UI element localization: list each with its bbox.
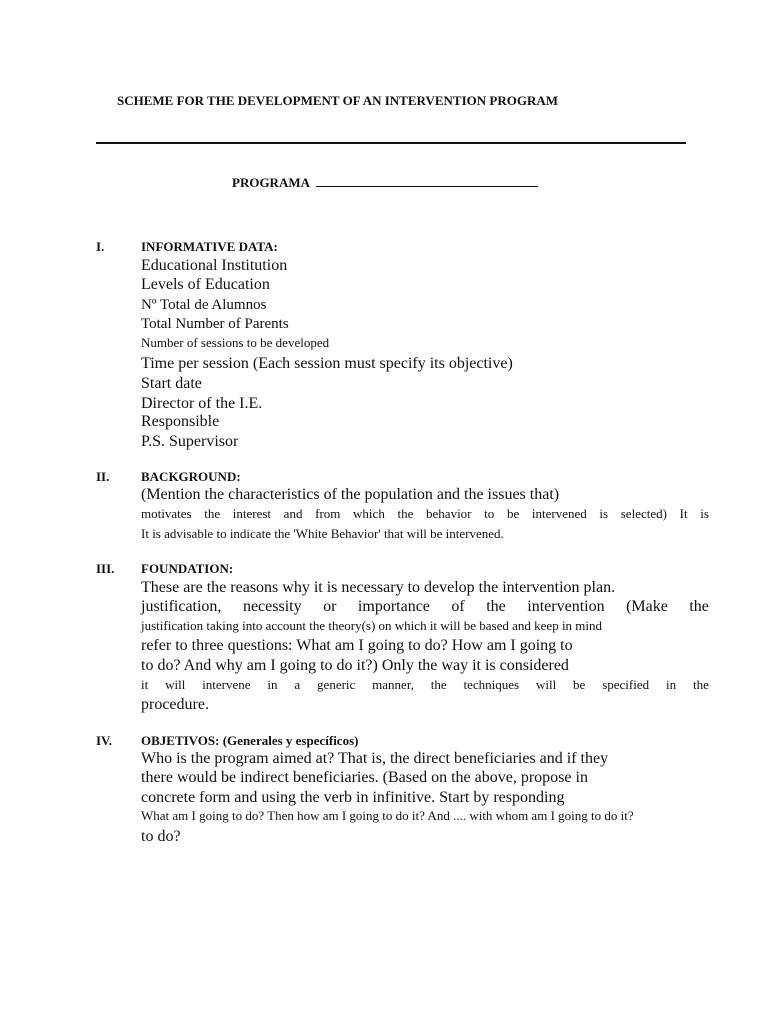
- title-divider: [96, 142, 686, 144]
- section-2-line: It is advisable to indicate the 'White Behavior' that will be intervened.: [141, 526, 504, 541]
- section-1-line: Nº Total de Alumnos: [141, 297, 267, 313]
- section-1-line: Total Number of Parents: [141, 316, 289, 332]
- section-1-line: Director of the I.E.: [141, 395, 263, 412]
- section-4-line: concrete form and using the verb in infinitive. Start by responding: [141, 789, 565, 806]
- section-1-line: Start date: [141, 375, 202, 392]
- section-1-line: Levels of Education: [141, 276, 270, 293]
- section-1-heading: INFORMATIVE DATA:: [141, 239, 278, 254]
- document-title: SCHEME FOR THE DEVELOPMENT OF AN INTERVENTION PROGRAM: [117, 93, 558, 108]
- section-1-line: Responsible: [141, 413, 220, 430]
- section-3-numeral: III.: [96, 561, 115, 576]
- section-4-line: there would be indirect beneficiaries. (Based on the above, propose in: [141, 769, 588, 786]
- section-2-line: motivates the interest and from which the behavior to be intervened is selected) It is: [141, 506, 709, 521]
- section-4-line: What am I going to do? Then how am I going to do it? And .... with whom am I going to do it?: [141, 808, 634, 823]
- section-3-line: procedure.: [141, 696, 209, 713]
- program-line: [232, 173, 538, 191]
- section-3-line: it will intervene in a generic manner, the techniques will be specified in the: [141, 677, 709, 692]
- section-1-numeral: I.: [96, 239, 105, 254]
- program-label: PROGRAMA: [232, 175, 310, 190]
- section-4-heading: OBJETIVOS: (Generales y específicos): [141, 733, 359, 748]
- section-4-line: Who is the program aimed at? That is, the direct beneficiaries and if they: [141, 750, 609, 767]
- section-3-line: refer to three questions: What am I going to do? How am I going to: [141, 637, 573, 654]
- section-3-line: justification taking into account the theory(s) on which it will be based and keep in mind: [141, 618, 603, 633]
- section-1-line: Number of sessions to be developed: [141, 335, 330, 350]
- section-3-line: These are the reasons why it is necessary to develop the intervention plan.: [141, 579, 616, 596]
- section-1-line: Educational Institution: [141, 257, 288, 274]
- section-2-line: (Mention the characteristics of the population and the issues that): [141, 486, 560, 503]
- section-1-line: P.S. Supervisor: [141, 433, 239, 450]
- program-blank: [316, 173, 538, 187]
- section-2-numeral: II.: [96, 469, 110, 484]
- section-2-heading: BACKGROUND:: [141, 469, 241, 484]
- section-3-line: justification, necessity or importance of the intervention (Make the: [141, 598, 709, 615]
- section-4-numeral: IV.: [96, 733, 113, 748]
- section-4-line: to do?: [141, 828, 181, 845]
- section-3-line: to do? And why am I going to do it?) Only the way it is considered: [141, 657, 569, 674]
- section-3-heading: FOUNDATION:: [141, 561, 234, 576]
- section-1-line: Time per session (Each session must specify its objective): [141, 355, 513, 372]
